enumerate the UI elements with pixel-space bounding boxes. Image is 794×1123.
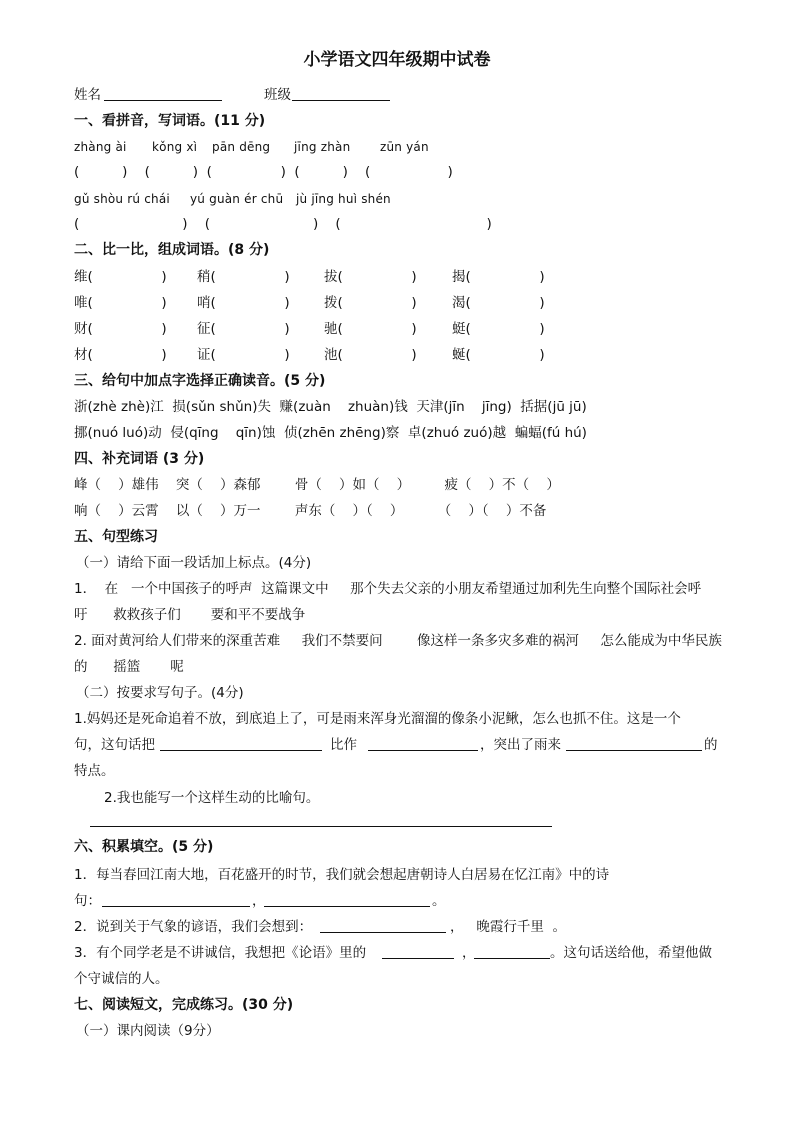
question-text: 2.我也能写一个这样生动的比喻句。 xyxy=(104,790,320,806)
subsection-heading: （二）按要求写句子。(4分) xyxy=(76,685,244,701)
answer-blank[interactable] xyxy=(264,906,430,907)
answer-brackets[interactable]: ( ) ( ) ( ) xyxy=(74,216,492,232)
word-cell[interactable]: 拨( ) xyxy=(324,295,417,311)
question-text: 比作 xyxy=(330,737,357,753)
word-cell[interactable]: 驰( ) xyxy=(324,321,417,337)
question-text: 2．说到关于气象的谚语，我们会想到： xyxy=(74,919,313,935)
subsection-heading: （一）请给下面一段话加上标点。(4分) xyxy=(76,555,312,571)
section2-heading: 二、比一比，组成词语。(8 分) xyxy=(74,242,270,258)
pinyin-item: jù jīng huì shén xyxy=(296,192,391,206)
question-text: 1．每当春回江南大地，百花盛开的时节，我们就会想起唐朝诗人白居易在忆江南》中的诗 xyxy=(74,867,610,883)
pinyin-item: zhàng ài xyxy=(74,140,127,154)
answer-brackets[interactable]: ( ) ( ) ( ) ( ) ( ) xyxy=(74,164,453,180)
name-label: 姓名 xyxy=(74,87,101,103)
question-text: 句，这句话把 xyxy=(74,737,155,753)
question-text: ， xyxy=(462,945,476,961)
question-text: ，突出了雨来 xyxy=(480,737,561,753)
word-cell[interactable]: 渴( ) xyxy=(452,295,545,311)
section3-heading: 三、给句中加点字选择正确读音。(5 分) xyxy=(74,373,326,389)
subsection-heading: （一）课内阅读（9分） xyxy=(76,1023,220,1039)
pinyin-item: pān dēng xyxy=(212,140,271,154)
word-cell[interactable]: 财( ) xyxy=(74,321,167,337)
section4-heading: 四、补充词语 (3 分) xyxy=(74,451,205,467)
answer-blank[interactable] xyxy=(160,750,322,751)
class-label: 班级 xyxy=(264,87,291,103)
word-cell[interactable]: 唯( ) xyxy=(74,295,167,311)
section6-heading: 六、积累填空。(5 分) xyxy=(74,839,214,855)
pronunciation-line[interactable]: 浙(zhè zhè)江 损(sǔn shǔn)失 赚(zuàn zhuàn)钱 天津(jīn jīng) 括据(jū jū) xyxy=(74,399,587,415)
word-cell[interactable]: 征( ) xyxy=(197,321,290,337)
question-text: ， xyxy=(252,893,266,909)
answer-blank[interactable] xyxy=(320,932,446,933)
word-cell[interactable]: 稍( ) xyxy=(197,269,290,285)
punctuation-text: 的 摇篮 呢 xyxy=(74,659,184,675)
answer-blank[interactable] xyxy=(382,958,454,959)
question-text: 特点。 xyxy=(74,763,115,779)
pronunciation-line[interactable]: 挪(nuó luó)动 侵(qīng qīn)蚀 侦(zhēn zhēng)察 卓(zhuó zuó)越 蝙蝠(fú hú) xyxy=(74,425,587,441)
idiom-line[interactable]: 响（ ）云霄 以（ ）万一 声东（ ）（ ） （ ）（ ）不备 xyxy=(74,503,547,519)
word-cell[interactable]: 维( ) xyxy=(74,269,167,285)
question-text: 句： xyxy=(74,893,101,909)
word-cell[interactable]: 蜒( ) xyxy=(452,347,545,363)
word-cell[interactable]: 材( ) xyxy=(74,347,167,363)
page-title: 小学语文四年级期中试卷 xyxy=(303,50,491,70)
answer-blank[interactable] xyxy=(474,958,550,959)
question-text: ， 晚霞行千里 。 xyxy=(450,919,566,935)
word-cell[interactable]: 哨( ) xyxy=(197,295,290,311)
question-text: 个守诚信的人。 xyxy=(74,971,169,987)
section1-heading: 一、看拼音，写词语。(11 分) xyxy=(74,113,266,129)
answer-blank[interactable] xyxy=(102,906,250,907)
name-field[interactable] xyxy=(104,100,222,101)
pinyin-item: kǒng xì xyxy=(152,140,198,154)
answer-line[interactable] xyxy=(90,826,552,827)
pinyin-item: jīng zhàn xyxy=(294,140,351,154)
punctuation-text: 2. 面对黄河给人们带来的深重苦难 我们不禁要问 像这样一条多灾多难的祸河 怎么能成为中华民族 xyxy=(74,633,722,649)
answer-blank[interactable] xyxy=(368,750,478,751)
punctuation-text: 吁 救救孩子们 要和平不要战争 xyxy=(74,607,306,623)
punctuation-text: 1． 在 一个中国孩子的呼声 这篇课文中 那个失去父亲的小朋友希望通过加利先生向整个国际社会呼 xyxy=(74,581,702,597)
question-text: 。这句话送给他，希望他做 xyxy=(550,945,712,961)
word-cell[interactable]: 蜓( ) xyxy=(452,321,545,337)
word-cell[interactable]: 证( ) xyxy=(197,347,290,363)
word-cell[interactable]: 揭( ) xyxy=(452,269,545,285)
class-field[interactable] xyxy=(292,100,390,101)
section7-heading: 七、阅读短文，完成练习。(30 分) xyxy=(74,997,294,1013)
pinyin-item: gǔ shòu rú chái xyxy=(74,192,170,206)
section5-heading: 五、句型练习 xyxy=(74,529,158,545)
question-text: 。 xyxy=(432,893,446,909)
question-text: 的 xyxy=(704,737,718,753)
question-text: 3．有个同学老是不讲诚信，我想把《论语》里的 xyxy=(74,945,367,961)
question-text: 1.妈妈还是死命追着不放，到底追上了，可是雨来浑身光溜溜的像条小泥鳅，怎么也抓不住。这是一个 xyxy=(74,711,681,727)
pinyin-item: yú guàn ér chū xyxy=(190,192,284,206)
word-cell[interactable]: 池( ) xyxy=(324,347,417,363)
idiom-line[interactable]: 峰（ ）雄伟 突（ ）森郁 骨（ ）如（ ） 疲（ ）不（ ） xyxy=(74,477,560,493)
pinyin-item: zūn yán xyxy=(380,140,429,154)
answer-blank[interactable] xyxy=(566,750,702,751)
word-cell[interactable]: 拔( ) xyxy=(324,269,417,285)
